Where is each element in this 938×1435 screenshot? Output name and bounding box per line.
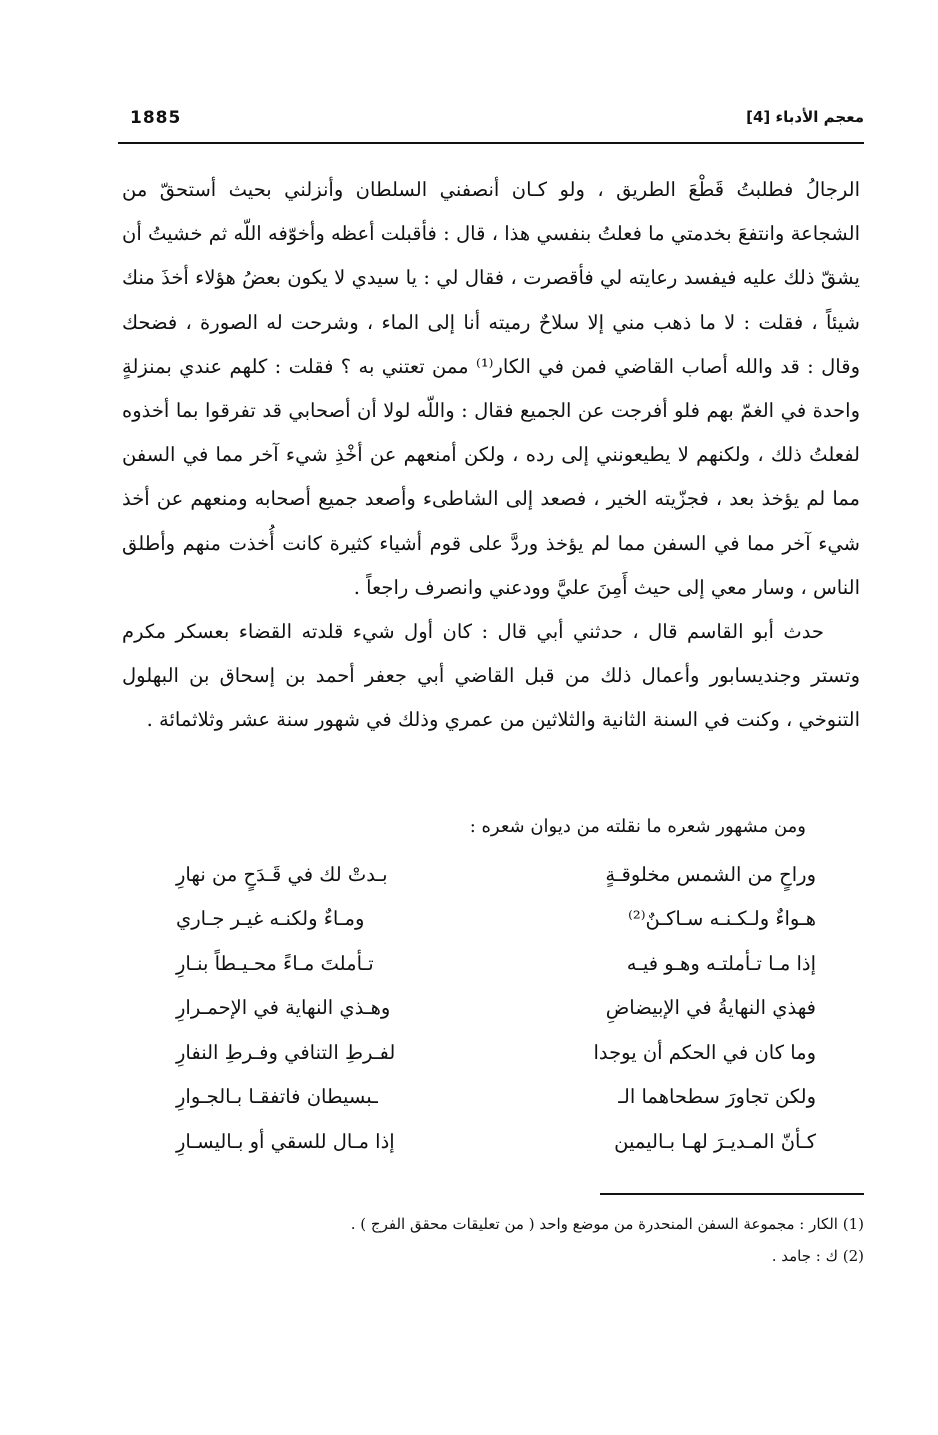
running-title: معجم الأدباء [4] [746,108,864,126]
poem-hemistich-second: ـبسيطان فاتفقـا بـالجـوارِ [176,1085,378,1109]
poem-couplet [176,986,816,1031]
poem-hemistich-second: تـأملتَ مـاءً محـيـطاً بنـارِ [176,951,374,975]
page-header [118,108,864,144]
poem-hemistich-first: إذا مـا تـأملتـه وهـو فيـه [626,951,816,975]
poem-hemistich-first: هـواءٌ ولـكـنـه سـاكـنٌ⁽²⁾ [628,907,816,931]
poem [176,852,816,1164]
poem-couplet [176,1119,816,1164]
poem-hemistich-second: وهـذي النهاية في الإحمـرارِ [176,996,391,1020]
body-text [122,168,860,743]
poem-couplet [176,897,816,942]
footnote: (2) ك : جامد . [771,1247,864,1265]
page-number: 1885 [130,108,182,128]
poem-hemistich-second: إذا مـال للسقي أو بـاليسـارِ [176,1129,395,1153]
poem-hemistich-second: ومـاءٌ ولكنـه غيـر جـاري [176,907,365,931]
poem-couplet [176,941,816,986]
poem-hemistich-second: بـدتْ لك في قَـدَحٍ من نهارِ [176,862,388,886]
poem-hemistich-first: كـأنّ المـديـرَ لهـا بـاليمين [614,1129,816,1153]
poem-couplet [176,1075,816,1120]
poem-intro: ومن مشهور شعره ما نقلته من ديوان شعره : [469,816,806,837]
poem-hemistich-first: ولكن تجاورَ سطحاهما الـ [618,1085,816,1109]
poem-hemistich-first: فهذي النهايةُ في الإبيضاضِ [605,996,816,1020]
header-rule [118,142,864,144]
poem-couplet [176,1030,816,1075]
poem-hemistich-second: لفـرطِ التنافي وفـرطِ النفارِ [176,1040,396,1064]
poem-couplet [176,852,816,897]
poem-hemistich-first: وراحٍ من الشمس مخلوقـةٍ [605,862,816,886]
footnote-rule [600,1193,864,1195]
footnotes [122,1208,864,1272]
paragraph: حدث أبو القاسم قال ، حدثني أبي قال : كان أول شيء قلدته القضاء بعسكر مكرم وتستر وجنديسابور وأعمال ذلك من قبل القاضي أبي جعفر أحمد بن إسحاق بن البهلول التنوخي ، وكنت في السنة الثانية والثلاثين من عمري وذلك في شهور سنة عشر وثلاثمائة . [122,620,860,732]
footnote: (1) الكار : مجموعة السفن المنحدرة من موضع واحد ( من تعليقات محقق الفرج ) . [350,1215,864,1233]
poem-hemistich-first: وما كان في الحكم أن يوجدا [593,1040,816,1064]
paragraph: الرجالُ فطلبتُ قَطْعَ الطريق ، ولو كـان أنصفني السلطان وأنزلني بحيث أستحقّ من الشجاعة وانتفعَ بخدمتي ما فعلتُ بنفسي هذا ، قال : فأقبلت أعظه وأخوّفه اللّه ثم خشيتُ أن يشقّ ذلك عليه فيفسد رعايته لي فأقصرت ، فقال لي : يا سيدي لا يكون بعضُ هؤلاء أخذَ منك شيئاً ، فقلت : لا ما ذهب مني إلا سلاحٌ رميته أنا إلى الماء ، وشرحت له الصورة ، فضحك وقال : قد والله أصاب القاضي فمن في الكار⁽¹⁾ ممن تعتني به ؟ فقلت : كلهم عندي بمنزلةٍ واحدة في الغمّ بهم فلو أفرجت عن الجميع فقال : واللّه لولا أن أصحابي قد تفرقوا بما أخذوه لفعلتُ ذلك ، ولكنهم لا يطيعونني إلى رده ، ولكن أمنعهم عن أخْذِ شيء آخر مما في السفن مما لم يؤخذ بعد ، فجزّيته الخير ، فصعد إلى الشاطىء وأصعد جميع أصحابه ومنعهم عن أخذ شيء آخر مما في السفن مما لم يؤخذ وردَّ على قوم أشياء كثيرة كانت أُخذت منهم وأطلق الناس ، وسار معي إلى حيث أَمِنَ عليَّ وودعني وانصرف راجعاً . [122,178,860,599]
